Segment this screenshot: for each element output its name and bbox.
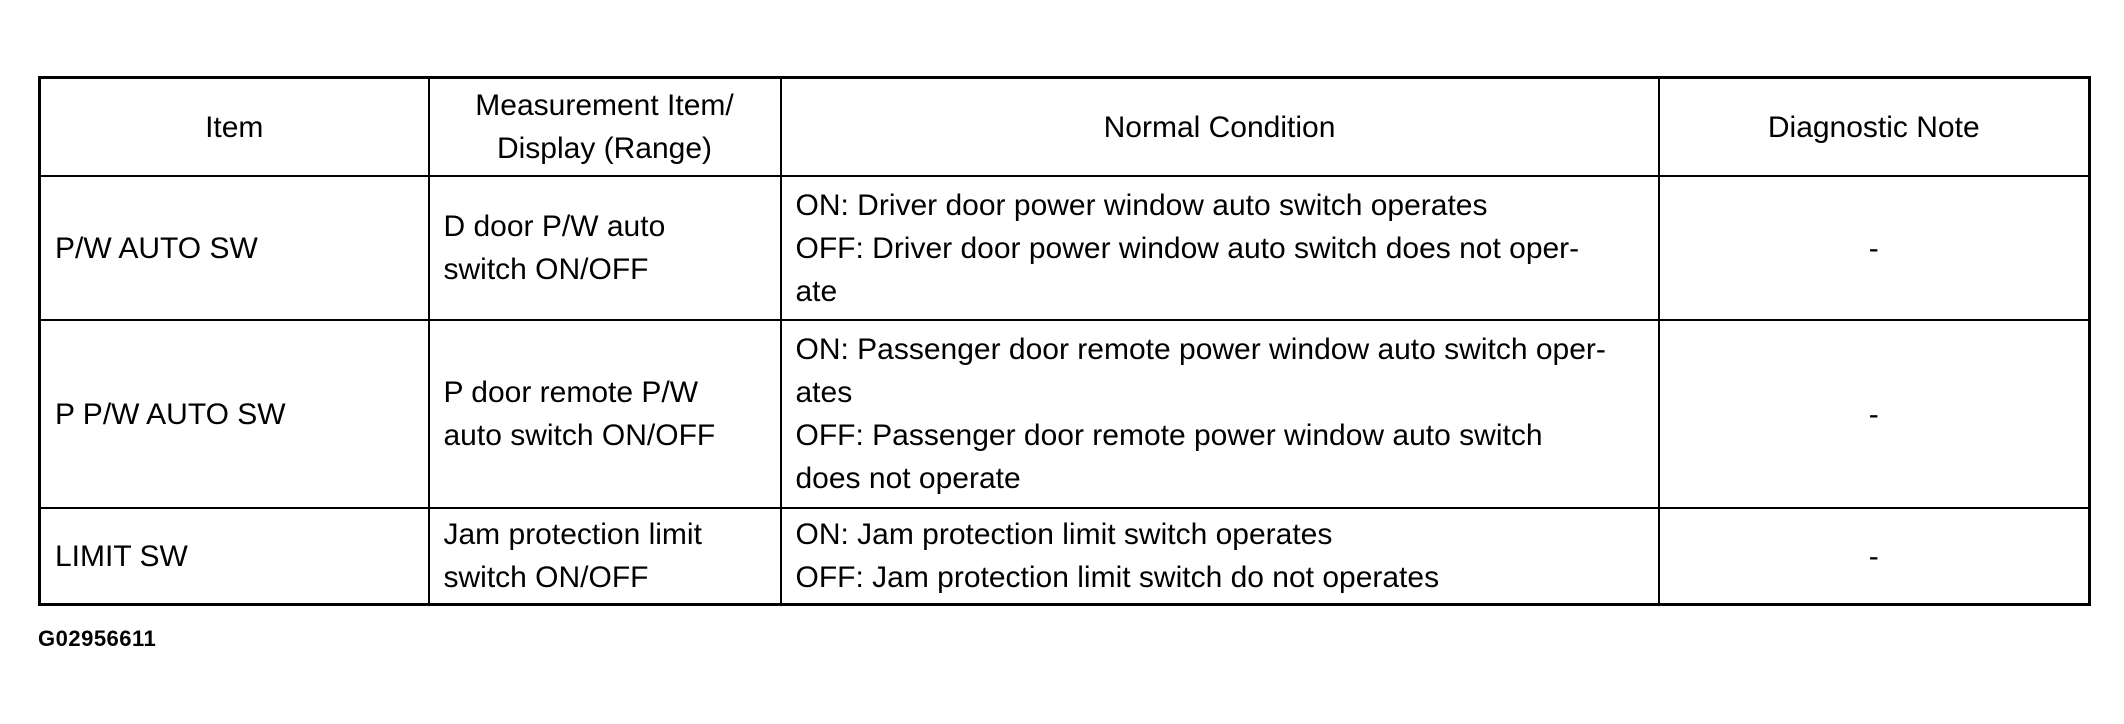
condition-line: OFF: Passenger door remote power window auto switch [795, 419, 1543, 452]
condition-line: OFF: Jam protection limit switch do not operates [795, 561, 1440, 594]
header-diagnostic-note: Diagnostic Note [1659, 78, 2090, 177]
cell-normal-condition [781, 320, 1659, 508]
header-measurement-line-2: Display (Range) [496, 132, 713, 165]
cell-measurement-item [429, 508, 781, 605]
cell-item: LIMIT SW [40, 508, 429, 605]
cell-normal-condition [781, 176, 1659, 320]
table-row [40, 176, 2090, 320]
cell-measurement-item [429, 320, 781, 508]
table-row [40, 320, 2090, 508]
condition-line: ate [795, 274, 838, 308]
header-measurement-line-1: Measurement Item/ [475, 89, 734, 122]
header-measurement-item [429, 78, 781, 177]
header-item: Item [40, 78, 429, 177]
table-row [40, 508, 2090, 605]
condition-line: does not operate [795, 462, 1021, 495]
cell-diagnostic-note: - [1659, 176, 2090, 320]
condition-line: ON: Passenger door remote power window auto switch oper- [795, 333, 1606, 366]
figure-code: G02956611 [38, 626, 157, 651]
condition-line: ON: Jam protection limit switch operates [795, 518, 1333, 551]
table-header [40, 78, 2090, 177]
cell-normal-condition [781, 508, 1659, 605]
table-body [40, 176, 2090, 605]
measurement-line: D door P/W auto [443, 210, 666, 243]
header-row [40, 78, 2090, 177]
cell-diagnostic-note: - [1659, 508, 2090, 605]
header-normal-condition: Normal Condition [781, 78, 1659, 177]
condition-line: ates [795, 376, 853, 409]
measurement-line: P door remote P/W [443, 376, 699, 409]
diagnostic-data-table [38, 76, 2091, 606]
measurement-line: Jam protection limit [443, 518, 702, 551]
cell-measurement-item [429, 176, 781, 320]
cell-diagnostic-note: - [1659, 320, 2090, 508]
measurement-line: switch ON/OFF [443, 561, 649, 594]
measurement-line: auto switch ON/OFF [443, 419, 716, 452]
measurement-line: switch ON/OFF [443, 253, 649, 286]
condition-line: OFF: Driver door power window auto switch does not oper- [795, 231, 1580, 265]
condition-line: ON: Driver door power window auto switch operates [795, 188, 1488, 222]
cell-item: P/W AUTO SW [40, 176, 429, 320]
cell-item: P P/W AUTO SW [40, 320, 429, 508]
